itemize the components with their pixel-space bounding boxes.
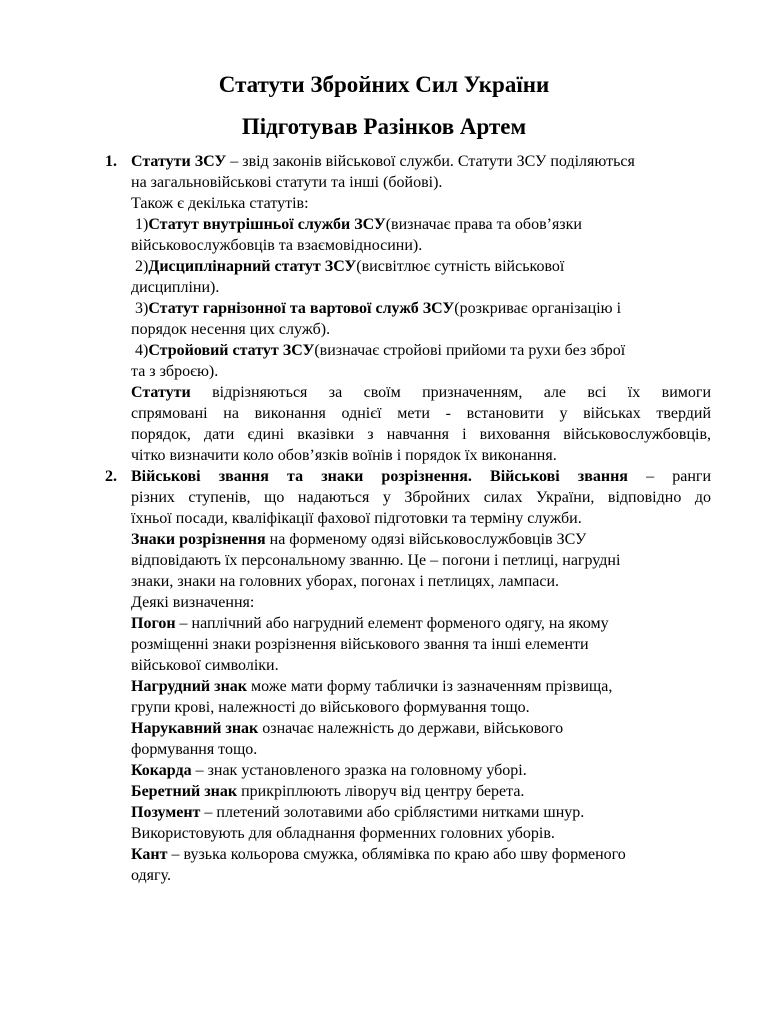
text-line [131,214,711,235]
text-line [131,256,711,277]
text-line: порядок, дати єдині вказівки з навчання і виховання військовослужбовців, [131,426,711,443]
line-text: означає належність до держави, військового [258,720,564,737]
line-text: – вузька кольорова смужка, облямівка по краю або шву форменого [167,846,626,863]
section-statutes [105,151,711,466]
term: Статути ЗСУ [131,153,227,170]
line-text: (визначає стройові прийоми та рухи без зброї [314,342,626,359]
term: Статут гарнізонної та вартової служб ЗСУ [148,300,455,317]
text-line: формування тощо. [131,741,258,758]
term: Беретний знак [131,783,238,800]
term: Знаки розрізнення [131,531,266,548]
line-text: – знак установленого зразка на головному уборі. [191,762,527,779]
list-marker: 1) [135,216,149,233]
text-line [131,676,711,697]
text-line: групи крові, належності до військового формування тощо. [131,699,530,716]
text-line [131,718,711,739]
text-line [131,760,711,781]
text-line: одягу. [131,867,171,884]
line-text: – наплічний або нагрудний елемент форменого одягу, на якому [175,615,609,632]
text-line: порядок несення цих служб). [131,321,331,338]
text-line: їхньої посади, кваліфікації фахової підготовки та терміну служби. [131,510,582,527]
document-author: Підготував Разінков Артем [241,114,527,139]
list-marker: 4) [135,342,149,359]
line-text: (визначає права та обов’язки [385,216,582,233]
term: Нарукавний знак [131,720,259,737]
section-number: 1. [105,153,117,170]
section-number: 2. [105,468,117,485]
text-line [131,340,711,361]
line-text: (розкриває організацію і [454,300,622,317]
term: Статут внутрішньої служби ЗСУ [148,216,386,233]
list-marker: 2) [135,258,149,275]
section-ranks-insignia [105,466,711,886]
list-marker: 3) [135,300,149,317]
line-text: на форменому одязі військовослужбовців ЗСУ [265,531,587,548]
text-line [131,382,711,403]
text-line [131,844,711,865]
text-line: військової символіки. [131,657,279,674]
document-title: Статути Збройних Сил України [218,72,550,97]
term: Погон [131,615,176,632]
line-text: відрізняються за своїм призначенням, але всі їх вимоги [190,384,711,401]
text-line: спрямовані на виконання однієї мети - встановити у військах твердий [131,405,711,422]
line-text: може мати форму таблички із зазначенням прізвища, [247,678,613,695]
text-line: дисципліни). [131,279,220,296]
term: Нагрудний знак [131,678,248,695]
term: Кант [131,846,168,863]
text-line [131,802,711,823]
line-text: прикріплюють ліворуч від центру берета. [237,783,525,800]
text-line: відповідають їх персональному званню. Це – погони і петлиці, нагрудні [131,552,621,569]
term: Стройовий статут ЗСУ [148,342,315,359]
term: Позумент [131,804,201,821]
line-text: – звід законів військової служби. Статути ЗСУ поділяються [226,153,635,170]
text-line: розміщенні знаки розрізнення військового звання та інші елементи [131,636,589,653]
text-line [131,781,711,802]
text-line [131,151,711,172]
text-line: та з зброєю). [131,363,219,380]
text-line: різних ступенів, що надаються у Збройних силах України, відповідно до [131,489,711,506]
line-text: – ранги [627,468,711,485]
text-line: на загальновійськові статути та інші (бойові). [131,174,443,191]
term: Військові звання та знаки розрізнення. Військові звання [131,468,628,485]
text-line: військовослужбовців та взаємовідносини). [131,237,423,254]
text-line [131,298,711,319]
term: Кокарда [131,762,192,779]
text-line: Використовують для обладнання форменних головних уборів. [131,825,555,842]
text-line: Також є декілька статутів: [131,195,309,212]
text-line: Деякі визначення: [131,594,255,611]
line-text: – плетений золотавими або сріблястими нитками шнур. [200,804,585,821]
text-line: знаки, знаки на головних уборах, погонах і петлицях, лампаси. [131,573,560,590]
line-text: (висвітлює сутність військової [356,258,565,275]
text-line [131,466,711,487]
text-line [131,613,711,634]
term: Дисциплінарний статут ЗСУ [148,258,357,275]
text-line: чітко визначити коло обов’язків воїнів і порядок їх виконання. [131,447,557,464]
text-line [131,529,711,550]
term: Статути [131,384,191,401]
